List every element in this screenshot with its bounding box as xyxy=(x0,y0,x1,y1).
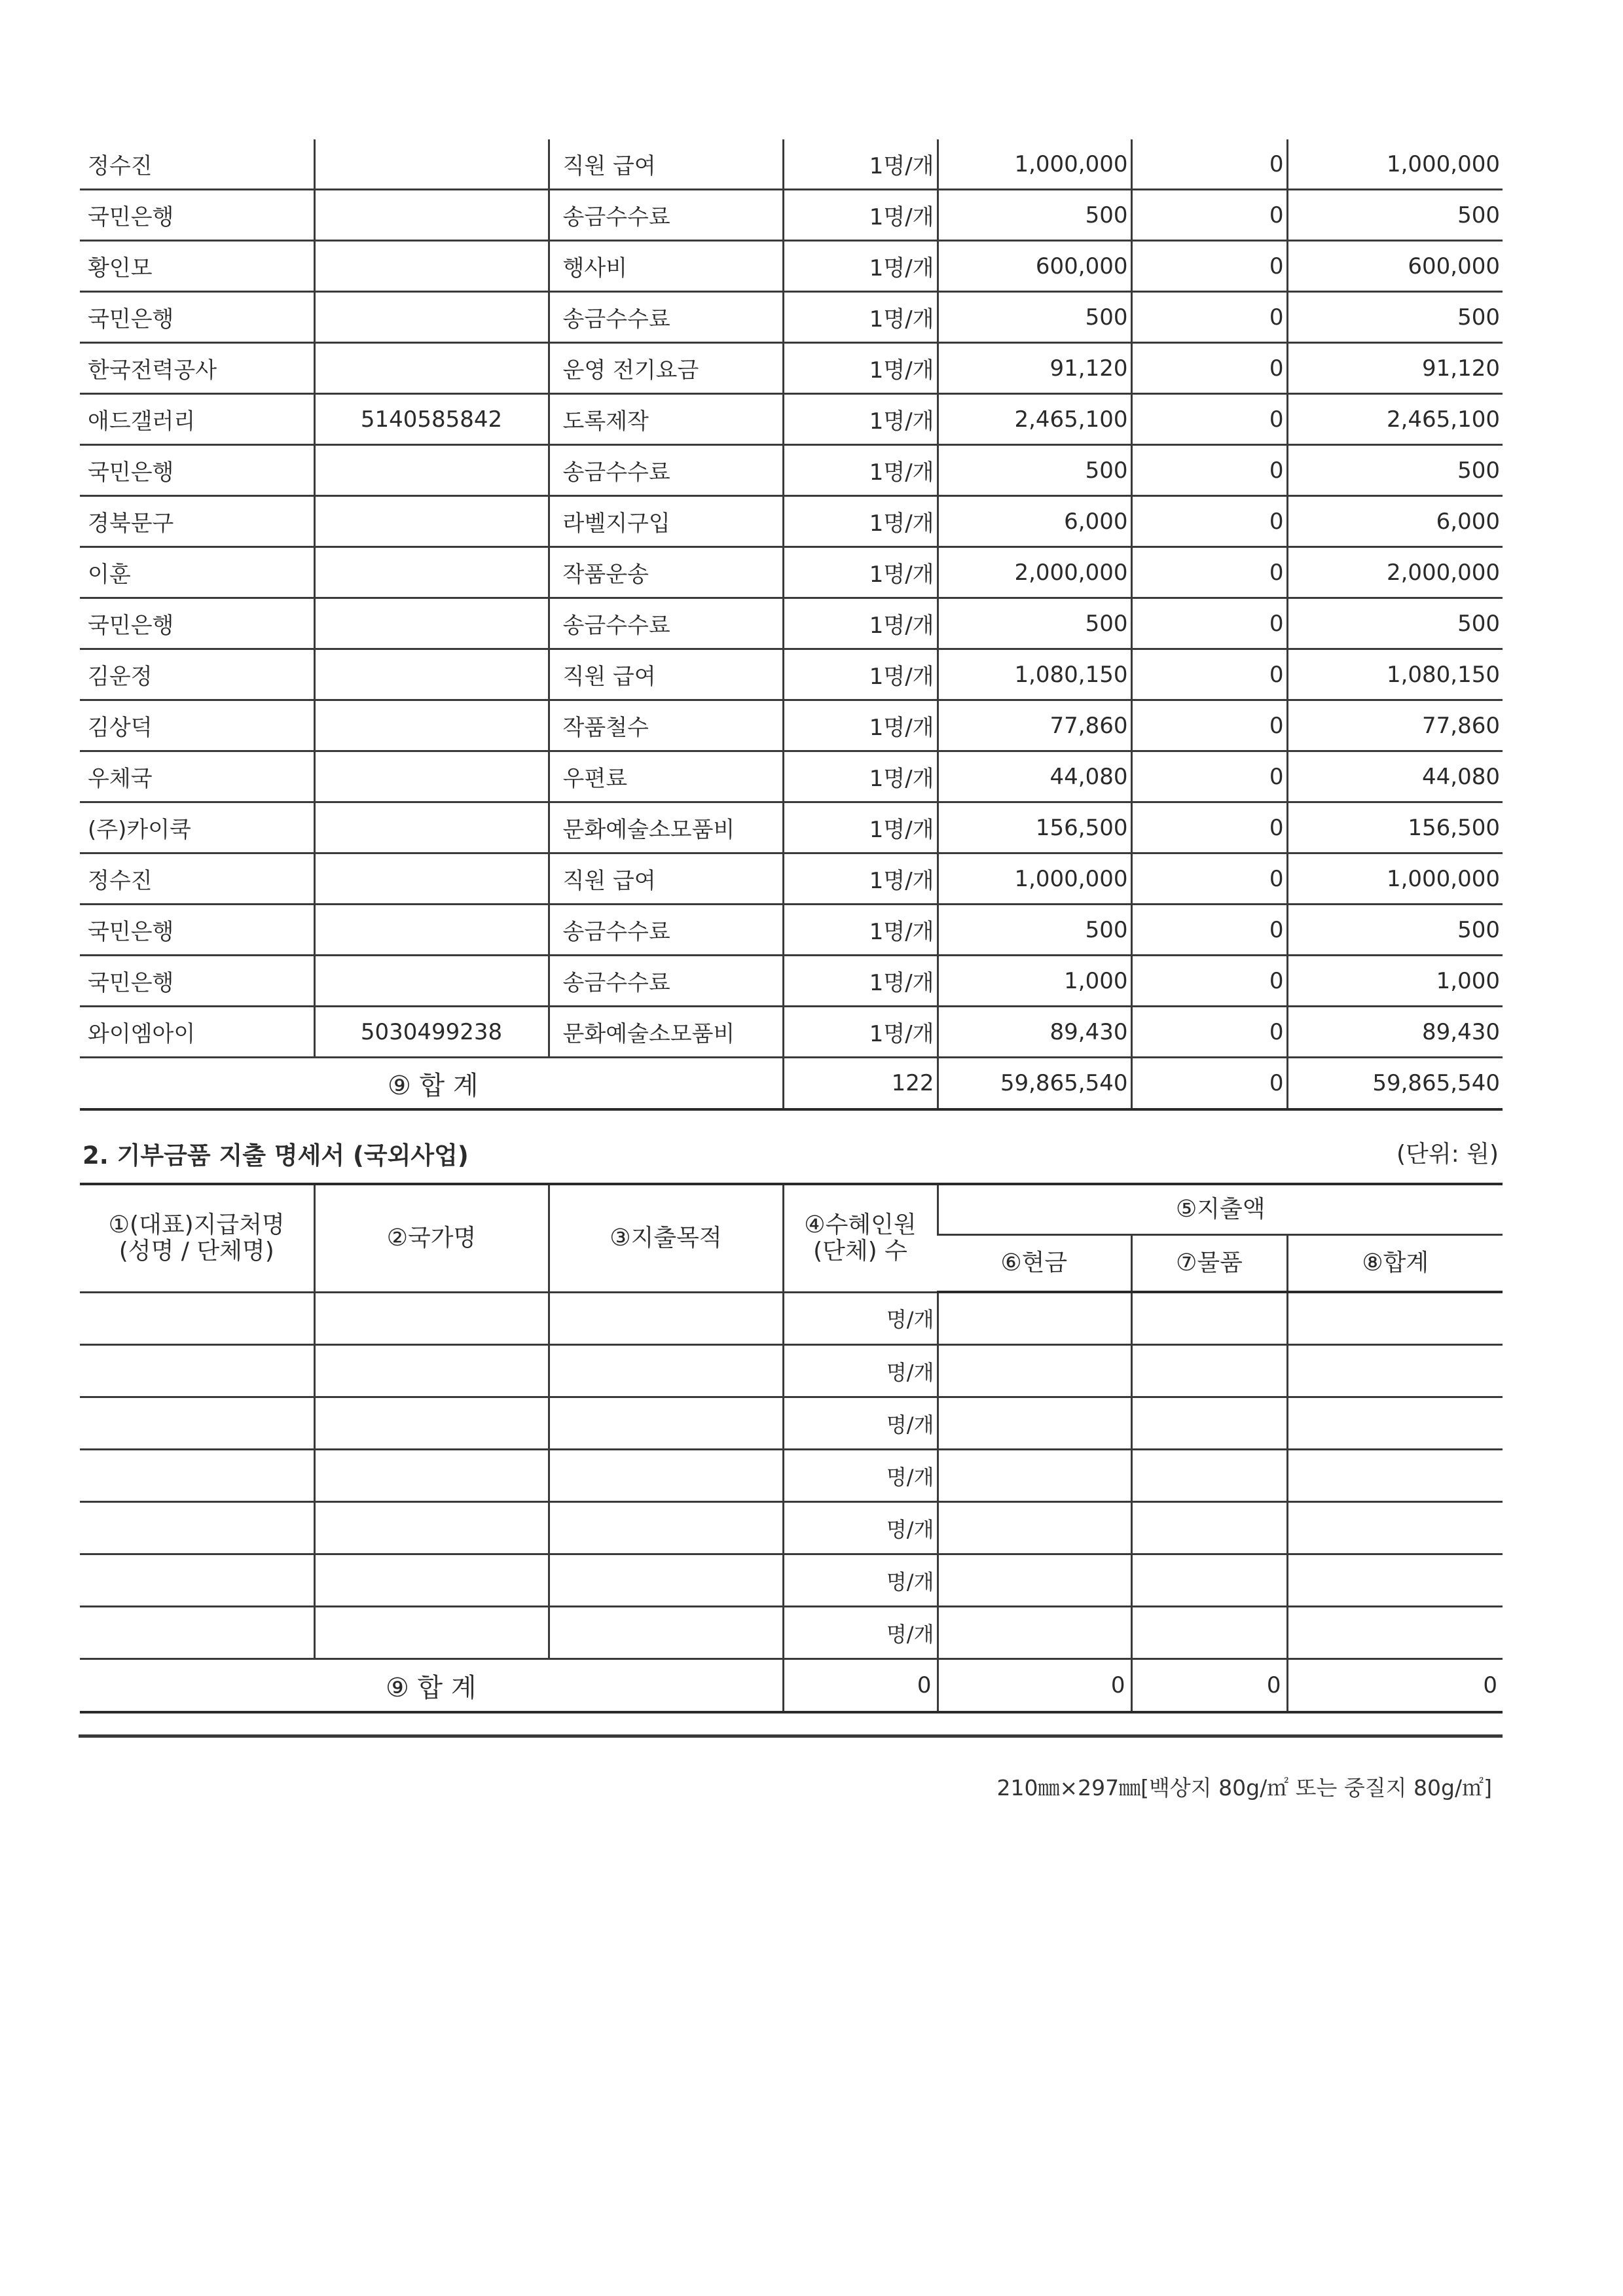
table-row xyxy=(80,241,1503,292)
purpose-column-header: ③지출목적 xyxy=(549,1184,783,1292)
expense-purpose: 송금수수료 xyxy=(549,190,783,241)
cash-amount: 500 xyxy=(938,905,1131,956)
table-row xyxy=(80,853,1503,905)
count-cell: 명/개 xyxy=(783,1502,938,1554)
payee-name: 이훈 xyxy=(80,547,314,598)
payee-name: 국민은행 xyxy=(80,905,314,956)
grand-total: 59,865,540 xyxy=(1287,1058,1503,1110)
cash-amount: 1,000,000 xyxy=(938,853,1131,905)
purpose-cell xyxy=(549,1450,783,1502)
total-cell xyxy=(1287,1554,1503,1607)
table-row xyxy=(80,394,1503,445)
goods-amount: 0 xyxy=(1131,1007,1287,1058)
goods-amount: 0 xyxy=(1131,547,1287,598)
goods-amount: 0 xyxy=(1131,292,1287,343)
table-row xyxy=(80,1607,1503,1659)
table-row xyxy=(80,292,1503,343)
total-amount: 600,000 xyxy=(1287,241,1503,292)
beneficiary-count: 1명/개 xyxy=(783,905,938,956)
total-cell xyxy=(1287,1292,1503,1345)
registration-number: 5030499238 xyxy=(314,1007,549,1058)
payee-name: 국민은행 xyxy=(80,292,314,343)
count-column-header xyxy=(783,1184,938,1292)
cash-amount: 500 xyxy=(938,190,1131,241)
total-column-header: ⑧합계 xyxy=(1287,1235,1503,1293)
cash-amount: 500 xyxy=(938,445,1131,496)
cash-amount: 1,000 xyxy=(938,956,1131,1007)
table-row xyxy=(80,649,1503,700)
total-goods: 0 xyxy=(1131,1659,1287,1713)
beneficiary-count: 1명/개 xyxy=(783,241,938,292)
payee-name: 우체국 xyxy=(80,751,314,802)
table-row xyxy=(80,1397,1503,1450)
payee-name: 황인모 xyxy=(80,241,314,292)
beneficiary-count: 1명/개 xyxy=(783,751,938,802)
cash-amount: 89,430 xyxy=(938,1007,1131,1058)
cash-cell xyxy=(938,1345,1131,1397)
total-row xyxy=(80,1659,1503,1713)
total-amount: 500 xyxy=(1287,292,1503,343)
cash-column-header: ⑥현금 xyxy=(938,1235,1131,1293)
country-cell xyxy=(314,1607,549,1659)
total-amount: 1,080,150 xyxy=(1287,649,1503,700)
count-header-line1: ④수혜인원 xyxy=(804,1211,917,1238)
expense-purpose: 송금수수료 xyxy=(549,292,783,343)
table-row xyxy=(80,956,1503,1007)
total-cell xyxy=(1287,1450,1503,1502)
goods-amount: 0 xyxy=(1131,241,1287,292)
payee-name: 한국전력공사 xyxy=(80,343,314,394)
country-cell xyxy=(314,1345,549,1397)
table-row xyxy=(80,190,1503,241)
cash-cell xyxy=(938,1502,1131,1554)
total-amount: 6,000 xyxy=(1287,496,1503,547)
registration-number xyxy=(314,292,549,343)
purpose-cell xyxy=(549,1607,783,1659)
beneficiary-count: 1명/개 xyxy=(783,802,938,853)
purpose-cell xyxy=(549,1292,783,1345)
count-cell: 명/개 xyxy=(783,1397,938,1450)
expense-purpose: 작품운송 xyxy=(549,547,783,598)
payee-column-header xyxy=(80,1184,314,1292)
beneficiary-count: 1명/개 xyxy=(783,343,938,394)
total-count: 122 xyxy=(783,1058,938,1110)
table-row xyxy=(80,1502,1503,1554)
total-cash: 59,865,540 xyxy=(938,1058,1131,1110)
goods-amount: 0 xyxy=(1131,700,1287,751)
unit-note: (단위: 원) xyxy=(1396,1141,1499,1168)
country-cell xyxy=(314,1502,549,1554)
expense-purpose: 직원 급여 xyxy=(549,853,783,905)
purpose-cell xyxy=(549,1554,783,1607)
table-row xyxy=(80,343,1503,394)
table-row xyxy=(80,139,1503,190)
payee-header-line1: ①(대표)지급처명 xyxy=(108,1211,285,1238)
payee-cell xyxy=(80,1607,314,1659)
expense-purpose: 직원 급여 xyxy=(549,139,783,190)
table-row xyxy=(80,1007,1503,1058)
payee-cell xyxy=(80,1345,314,1397)
total-cell xyxy=(1287,1345,1503,1397)
goods-amount: 0 xyxy=(1131,190,1287,241)
cash-cell xyxy=(938,1607,1131,1659)
payee-name: 정수진 xyxy=(80,139,314,190)
registration-number xyxy=(314,751,549,802)
beneficiary-count: 1명/개 xyxy=(783,190,938,241)
country-cell xyxy=(314,1292,549,1345)
total-row xyxy=(80,1058,1503,1110)
beneficiary-count: 1명/개 xyxy=(783,445,938,496)
expense-purpose: 도록제작 xyxy=(549,394,783,445)
goods-amount: 0 xyxy=(1131,343,1287,394)
registration-number xyxy=(314,649,549,700)
table-row xyxy=(80,751,1503,802)
beneficiary-count: 1명/개 xyxy=(783,139,938,190)
registration-number xyxy=(314,343,549,394)
expense-purpose: 문화예술소모품비 xyxy=(549,1007,783,1058)
payee-name: 애드갤러리 xyxy=(80,394,314,445)
cash-amount: 156,500 xyxy=(938,802,1131,853)
goods-amount: 0 xyxy=(1131,751,1287,802)
total-amount: 91,120 xyxy=(1287,343,1503,394)
cash-amount: 44,080 xyxy=(938,751,1131,802)
registration-number xyxy=(314,496,549,547)
registration-number xyxy=(314,139,549,190)
document-page xyxy=(80,139,1503,1713)
goods-amount: 0 xyxy=(1131,853,1287,905)
beneficiary-count: 1명/개 xyxy=(783,853,938,905)
beneficiary-count: 1명/개 xyxy=(783,1007,938,1058)
cash-cell xyxy=(938,1397,1131,1450)
cash-amount: 1,000,000 xyxy=(938,139,1131,190)
section-title: 2. 기부금품 지출 명세서 (국외사업) xyxy=(82,1141,469,1170)
registration-number xyxy=(314,598,549,649)
payee-cell xyxy=(80,1502,314,1554)
table-row xyxy=(80,1345,1503,1397)
table-row xyxy=(80,1554,1503,1607)
payee-name: 국민은행 xyxy=(80,445,314,496)
registration-number: 5140585842 xyxy=(314,394,549,445)
goods-amount: 0 xyxy=(1131,802,1287,853)
cash-amount: 2,465,100 xyxy=(938,394,1131,445)
country-column-header: ②국가명 xyxy=(314,1184,549,1292)
beneficiary-count: 1명/개 xyxy=(783,700,938,751)
payee-name: (주)카이쿡 xyxy=(80,802,314,853)
beneficiary-count: 1명/개 xyxy=(783,547,938,598)
registration-number xyxy=(314,547,549,598)
goods-cell xyxy=(1131,1554,1287,1607)
total-amount: 77,860 xyxy=(1287,700,1503,751)
cash-amount: 1,080,150 xyxy=(938,649,1131,700)
goods-cell xyxy=(1131,1502,1287,1554)
cash-amount: 77,860 xyxy=(938,700,1131,751)
payee-cell xyxy=(80,1554,314,1607)
table-row xyxy=(80,802,1503,853)
beneficiary-count: 1명/개 xyxy=(783,649,938,700)
expense-purpose: 송금수수료 xyxy=(549,598,783,649)
payee-header-line2: (성명 / 단체명) xyxy=(119,1237,274,1265)
table-row xyxy=(80,1292,1503,1345)
registration-number xyxy=(314,853,549,905)
cash-amount: 2,000,000 xyxy=(938,547,1131,598)
country-cell xyxy=(314,1554,549,1607)
paper-spec-note: 210㎜×297㎜[백상지 80g/㎡ 또는 중질지 80g/㎡] xyxy=(996,1775,1492,1801)
table-row xyxy=(80,905,1503,956)
expense-purpose: 송금수수료 xyxy=(549,445,783,496)
goods-amount: 0 xyxy=(1131,496,1287,547)
registration-number xyxy=(314,956,549,1007)
table-row xyxy=(80,445,1503,496)
header-row xyxy=(80,1184,1503,1235)
beneficiary-count: 1명/개 xyxy=(783,496,938,547)
goods-amount: 0 xyxy=(1131,649,1287,700)
goods-cell xyxy=(1131,1292,1287,1345)
total-amount: 1,000,000 xyxy=(1287,139,1503,190)
total-amount: 156,500 xyxy=(1287,802,1503,853)
expense-purpose: 라벨지구입 xyxy=(549,496,783,547)
beneficiary-count: 1명/개 xyxy=(783,292,938,343)
count-cell: 명/개 xyxy=(783,1292,938,1345)
total-amount: 1,000,000 xyxy=(1287,853,1503,905)
payee-cell xyxy=(80,1450,314,1502)
registration-number xyxy=(314,190,549,241)
total-label: ⑨ 합 계 xyxy=(80,1058,783,1110)
payee-name: 국민은행 xyxy=(80,956,314,1007)
table-row xyxy=(80,700,1503,751)
goods-cell xyxy=(1131,1397,1287,1450)
total-amount: 89,430 xyxy=(1287,1007,1503,1058)
goods-cell xyxy=(1131,1345,1287,1397)
count-cell: 명/개 xyxy=(783,1345,938,1397)
goods-amount: 0 xyxy=(1131,905,1287,956)
total-goods: 0 xyxy=(1131,1058,1287,1110)
expense-purpose: 송금수수료 xyxy=(549,956,783,1007)
grand-total: 0 xyxy=(1287,1659,1503,1713)
payee-name: 국민은행 xyxy=(80,190,314,241)
table-row xyxy=(80,598,1503,649)
total-amount: 2,465,100 xyxy=(1287,394,1503,445)
total-count: 0 xyxy=(783,1659,938,1713)
domestic-expense-table xyxy=(80,139,1503,1111)
total-amount: 500 xyxy=(1287,598,1503,649)
table-row xyxy=(80,1450,1503,1502)
registration-number xyxy=(314,802,549,853)
expense-purpose: 직원 급여 xyxy=(549,649,783,700)
count-header-line2: (단체) 수 xyxy=(813,1237,907,1265)
goods-amount: 0 xyxy=(1131,139,1287,190)
cash-amount: 500 xyxy=(938,598,1131,649)
purpose-cell xyxy=(549,1502,783,1554)
total-amount: 500 xyxy=(1287,905,1503,956)
country-cell xyxy=(314,1397,549,1450)
payee-name: 와이엠아이 xyxy=(80,1007,314,1058)
registration-number xyxy=(314,700,549,751)
goods-amount: 0 xyxy=(1131,394,1287,445)
total-cell xyxy=(1287,1607,1503,1659)
country-cell xyxy=(314,1450,549,1502)
total-amount: 2,000,000 xyxy=(1287,547,1503,598)
goods-amount: 0 xyxy=(1131,598,1287,649)
cash-amount: 91,120 xyxy=(938,343,1131,394)
goods-cell xyxy=(1131,1450,1287,1502)
registration-number xyxy=(314,241,549,292)
count-cell: 명/개 xyxy=(783,1607,938,1659)
payee-cell xyxy=(80,1292,314,1345)
total-amount: 500 xyxy=(1287,190,1503,241)
total-cash: 0 xyxy=(938,1659,1131,1713)
count-cell: 명/개 xyxy=(783,1450,938,1502)
cash-amount: 500 xyxy=(938,292,1131,343)
payee-name: 정수진 xyxy=(80,853,314,905)
count-cell: 명/개 xyxy=(783,1554,938,1607)
payee-name: 김운정 xyxy=(80,649,314,700)
amount-column-header: ⑤지출액 xyxy=(938,1184,1503,1235)
beneficiary-count: 1명/개 xyxy=(783,598,938,649)
expense-purpose: 송금수수료 xyxy=(549,905,783,956)
total-amount: 1,000 xyxy=(1287,956,1503,1007)
cash-cell xyxy=(938,1292,1131,1345)
goods-amount: 0 xyxy=(1131,956,1287,1007)
total-cell xyxy=(1287,1397,1503,1450)
beneficiary-count: 1명/개 xyxy=(783,956,938,1007)
expense-purpose: 행사비 xyxy=(549,241,783,292)
expense-purpose: 운영 전기요금 xyxy=(549,343,783,394)
goods-amount: 0 xyxy=(1131,445,1287,496)
payee-name: 국민은행 xyxy=(80,598,314,649)
expense-purpose: 문화예술소모품비 xyxy=(549,802,783,853)
cash-cell xyxy=(938,1554,1131,1607)
table-row xyxy=(80,547,1503,598)
cash-cell xyxy=(938,1450,1131,1502)
goods-column-header: ⑦물품 xyxy=(1131,1235,1287,1293)
purpose-cell xyxy=(549,1397,783,1450)
cash-amount: 600,000 xyxy=(938,241,1131,292)
total-amount: 44,080 xyxy=(1287,751,1503,802)
total-amount: 500 xyxy=(1287,445,1503,496)
payee-name: 경북문구 xyxy=(80,496,314,547)
section-header xyxy=(80,1111,1503,1183)
expense-purpose: 작품철수 xyxy=(549,700,783,751)
goods-cell xyxy=(1131,1607,1287,1659)
registration-number xyxy=(314,905,549,956)
cash-amount: 6,000 xyxy=(938,496,1131,547)
registration-number xyxy=(314,445,549,496)
bottom-divider xyxy=(79,1734,1503,1738)
expense-purpose: 우편료 xyxy=(549,751,783,802)
overseas-expense-table xyxy=(80,1183,1503,1713)
table-row xyxy=(80,496,1503,547)
beneficiary-count: 1명/개 xyxy=(783,394,938,445)
total-label: ⑨ 합 계 xyxy=(80,1659,783,1713)
payee-cell xyxy=(80,1397,314,1450)
total-cell xyxy=(1287,1502,1503,1554)
payee-name: 김상덕 xyxy=(80,700,314,751)
purpose-cell xyxy=(549,1345,783,1397)
